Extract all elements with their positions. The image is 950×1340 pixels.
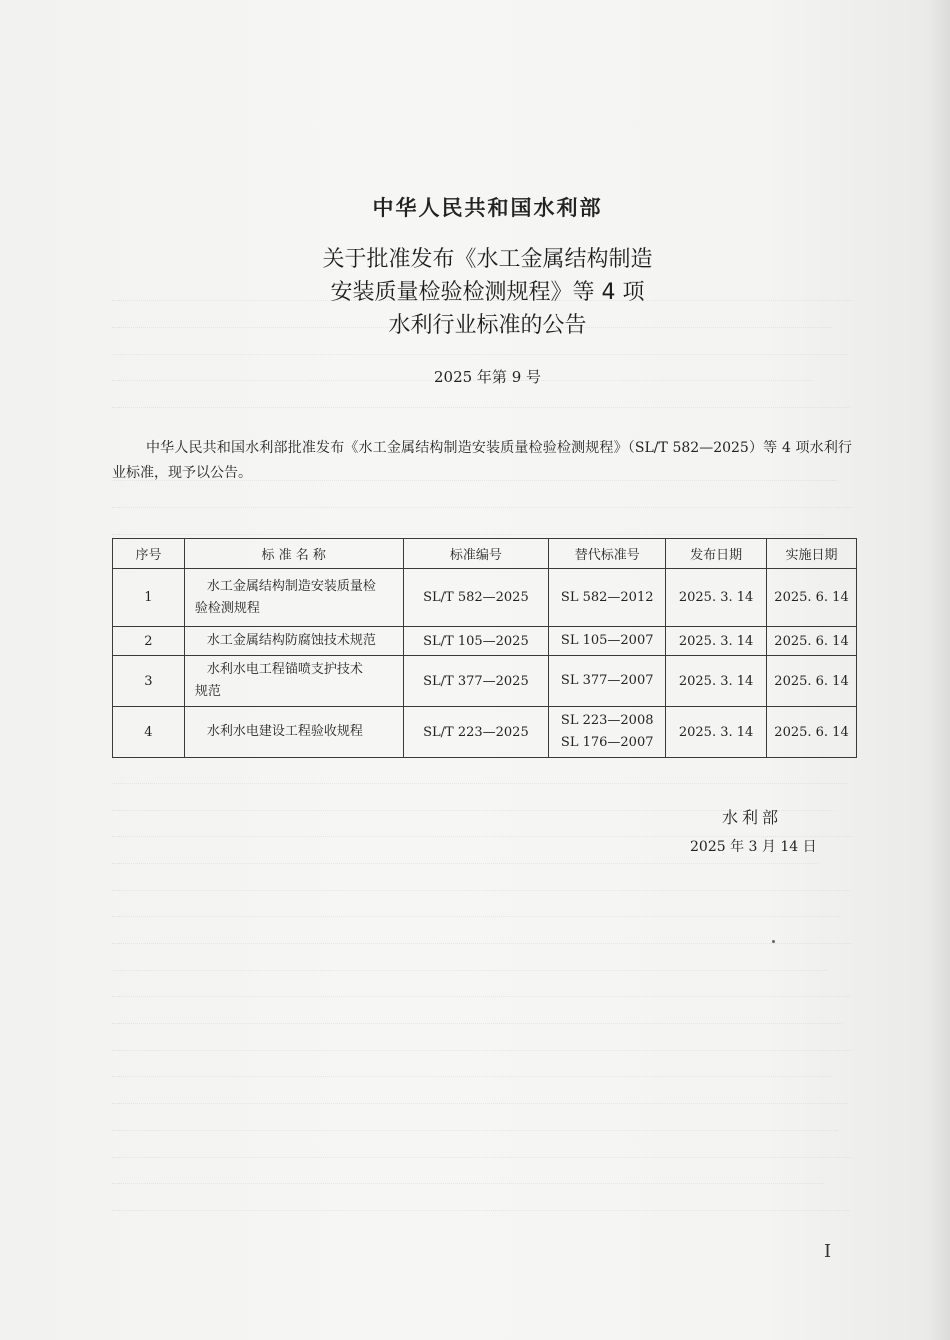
standard-code: SL/T 105—2025 <box>403 627 549 656</box>
effective-date: 2025. 6. 14 <box>767 569 857 627</box>
replaced-standard <box>549 656 666 707</box>
replaced-standard-line: SL 105—2007 <box>560 633 654 648</box>
issue-date: 2025. 3. 14 <box>666 627 767 656</box>
standard-name-line: 水利水电工程锚喷支护技术 <box>206 662 363 677</box>
standard-code: SL/T 582—2025 <box>403 569 549 627</box>
standards-table <box>112 538 857 758</box>
issue-date: 2025. 3. 14 <box>666 656 767 707</box>
replaced-standard-line: SL 223—2008 <box>560 713 654 728</box>
issue-number: 2025 年第 9 号 <box>433 368 542 386</box>
table-row <box>113 656 857 707</box>
table-row <box>113 569 857 627</box>
title-line: 水利行业标准的公告 <box>388 313 587 338</box>
standard-name-line: 水工金属结构防腐蚀技术规范 <box>206 633 376 648</box>
row-number: 1 <box>113 569 185 627</box>
issue-date: 2025. 3. 14 <box>666 707 767 758</box>
table-row <box>113 627 857 656</box>
table-row <box>113 707 857 758</box>
effective-date: 2025. 6. 14 <box>767 656 857 707</box>
replaced-standard <box>549 569 666 627</box>
standard-name-line: 验检测规程 <box>194 600 260 616</box>
replaced-standard <box>549 707 666 758</box>
standard-name <box>184 656 403 707</box>
effective-date: 2025. 6. 14 <box>767 707 857 758</box>
row-number: 4 <box>113 707 185 758</box>
standard-code: SL/T 223—2025 <box>403 707 549 758</box>
column-header-replaces: 替代标准号 <box>549 539 666 569</box>
standard-name <box>184 627 403 656</box>
issuer-heading: 中华人民共和国水利部 <box>372 196 603 220</box>
standard-name-line: 水工金属结构制造安装质量检 <box>206 578 376 594</box>
row-number: 2 <box>113 627 185 656</box>
standard-code: SL/T 377—2025 <box>403 656 549 707</box>
signature-date: 2025 年 3 月 14 日 <box>690 839 817 855</box>
signer-name: 水利部 <box>722 808 783 827</box>
standard-name <box>184 707 403 758</box>
title-line: 关于批准发布《水工金属结构制造 <box>322 247 653 272</box>
row-number: 3 <box>113 656 185 707</box>
replaced-standard <box>549 627 666 656</box>
title-line: 安装质量检验检测规程》等 4 项 <box>330 280 645 305</box>
standard-name-line: 水利水电建设工程验收规程 <box>206 724 363 739</box>
standard-name-line: 规范 <box>194 684 221 699</box>
replaced-standard-line: SL 176—2007 <box>560 735 654 750</box>
body-paragraph: 中华人民共和国水利部批准发布《水工金属结构制造安装质量检验检测规程》（SL/T 582—2025）等 4 项水利行业标准，现予以公告。 <box>112 440 852 481</box>
scan-speck <box>772 940 775 943</box>
effective-date: 2025. 6. 14 <box>767 627 857 656</box>
column-header-effective-date: 实施日期 <box>767 539 857 569</box>
replaced-standard-line: SL 377—2007 <box>560 673 654 688</box>
announcement-title <box>0 243 950 342</box>
column-header-issue-date: 发布日期 <box>666 539 767 569</box>
page-number: I <box>824 1241 832 1262</box>
replaced-standard-line: SL 582—2012 <box>560 589 654 605</box>
standard-name <box>184 569 403 627</box>
column-header-name: 标 准 名 称 <box>184 539 403 569</box>
issue-date: 2025. 3. 14 <box>666 569 767 627</box>
column-header-code: 标准编号 <box>403 539 549 569</box>
column-header-no: 序号 <box>113 539 185 569</box>
table-header-row <box>113 539 857 569</box>
